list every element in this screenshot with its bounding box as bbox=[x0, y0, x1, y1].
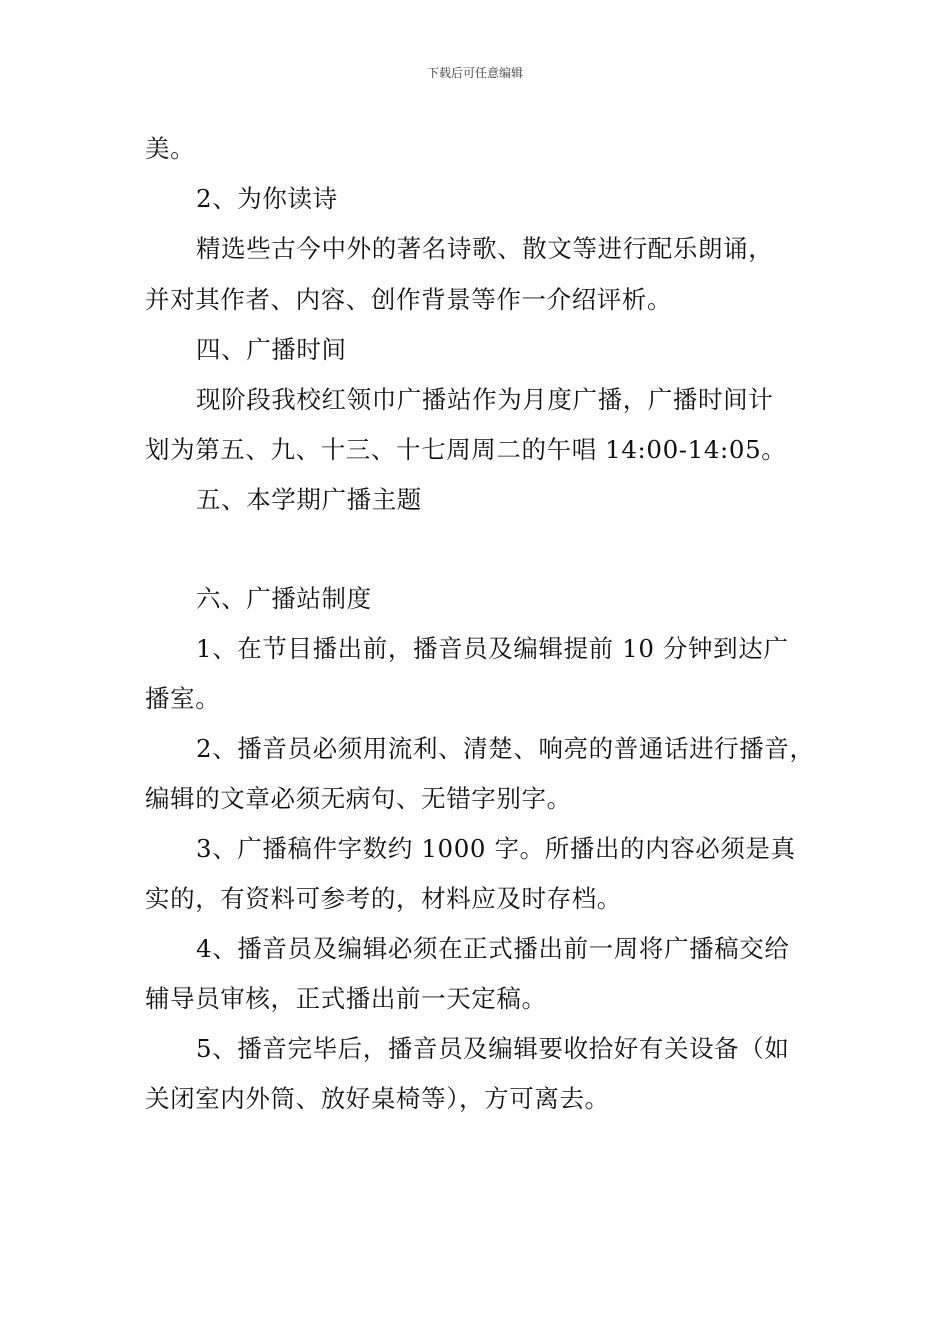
text-line: 并对其作者、内容、创作背景等作一介绍评析。 bbox=[145, 285, 673, 314]
section-heading: 五、本学期广播主题 bbox=[196, 485, 422, 514]
section-heading: 2、为你读诗 bbox=[196, 184, 338, 213]
text-line: 精选些古今中外的著名诗歌、散文等进行配乐朗诵， bbox=[196, 234, 774, 263]
text-line: 2、播音员必须用流利、清楚、响亮的普通话进行播音， bbox=[196, 734, 815, 763]
text-line: 现阶段我校红领巾广播站作为月度广播，广播时间计 bbox=[196, 385, 774, 414]
section-heading: 六、广播站制度 bbox=[196, 584, 372, 613]
text-line: 划为第五、九、十三、十七周周二的午唱 14:00-14:05。 bbox=[145, 435, 787, 464]
text-line: 编辑的文章必须无病句、无错字别字。 bbox=[145, 784, 572, 813]
text-line: 美。 bbox=[145, 134, 196, 163]
text-line: 实的，有资料可参考的，材料应及时存档。 bbox=[145, 884, 622, 913]
text-line: 3、广播稿件字数约 1000 字。所播出的内容必须是真 bbox=[196, 834, 796, 863]
text-line: 1、在节目播出前，播音员及编辑提前 10 分钟到达广 bbox=[196, 634, 789, 663]
section-heading: 四、广播时间 bbox=[196, 335, 347, 364]
text-line: 辅导员审核，正式播出前一天定稿。 bbox=[145, 984, 547, 1013]
text-line: 4、播音员及编辑必须在正式播出前一周将广播稿交给 bbox=[196, 934, 790, 963]
text-line: 5、播音完毕后，播音员及编辑要收拾好有关设备（如 bbox=[196, 1034, 790, 1063]
text-line: 关闭室内外筒、放好桌椅等），方可离去。 bbox=[145, 1084, 610, 1113]
text-line: 播室。 bbox=[145, 684, 221, 713]
page-header: 下载后可任意编辑 bbox=[426, 66, 523, 80]
